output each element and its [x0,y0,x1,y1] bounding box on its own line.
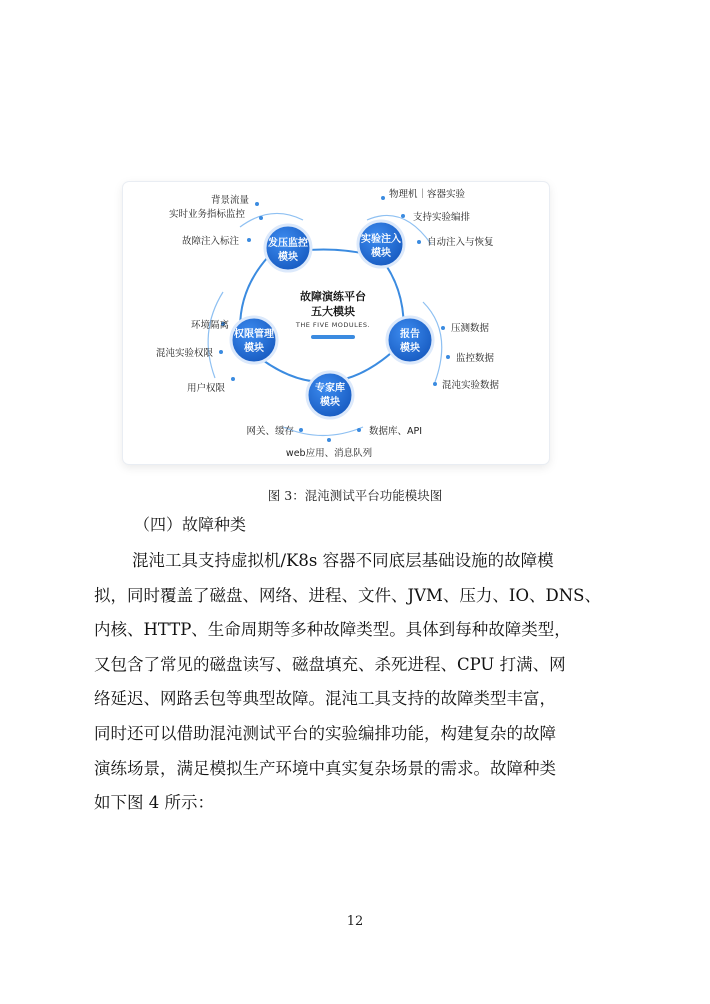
arc-expert [283,427,363,436]
dot [247,238,251,242]
label-report-0: 压测数据 [451,323,490,334]
label-inject-0: 物理机｜容器实验 [389,189,466,200]
label-auth-1: 混沌实验权限 [155,348,213,359]
module-inject-line2: 模块 [371,248,391,259]
module-auth-line1: 权限管理 [234,329,274,340]
dot [231,377,235,381]
label-expert-1: 数据库、API [369,426,423,437]
figure-caption: 图 3：混沌测试平台功能模块图 [267,488,443,503]
body-line: 内核、HTTP、生命周期等多种故障类型。具体到每种故障类型， [94,620,571,640]
body-line: 混沌工具支持虚拟机/K8s 容器不同底层基础设施的故障模 [132,551,554,570]
body-line: 同时还可以借助混沌测试平台的实验编排功能，构建复杂的故障 [94,723,556,743]
label-report-1: 监控数据 [456,353,495,364]
body-paragraph [94,544,626,821]
module-expert-line1: 专家库 [315,383,345,394]
dot [446,355,450,359]
label-auth-0: 环境隔离 [190,320,229,331]
dot [255,202,259,206]
module-expert-line2: 模块 [320,397,340,408]
center-accent-bar [311,335,355,339]
module-auth-line2: 模块 [244,343,264,354]
label-pressure-1: 实时业务指标监控 [168,209,245,220]
module-report [387,317,433,363]
module-diagram-svg [123,182,549,464]
label-report-2: 混沌实验数据 [442,380,500,391]
module-report-line1: 报告 [400,329,420,340]
label-expert-0: 网关、缓存 [246,426,294,437]
label-inject-1: 支持实验编排 [413,212,471,223]
module-pressure [265,225,311,271]
module-auth [231,317,277,363]
module-diagram [123,182,549,464]
label-expert-2: web应用、消息队列 [285,448,373,459]
dot [327,438,331,442]
center-title-2: 五大模块 [311,305,355,318]
module-report-line2: 模块 [400,343,420,354]
label-inject-2: 自动注入与恢复 [427,237,494,248]
body-line: 络延迟、网路丢包等典型故障。混沌工具支持的故障类型丰富， [94,689,556,709]
page-number: 12 [346,914,364,929]
dot [381,196,385,200]
label-auth-2: 用户权限 [186,383,225,394]
dot [433,382,437,386]
arc-auth [208,292,223,378]
module-inject-line1: 实验注入 [361,234,401,245]
module-pressure-line1: 发压监控 [268,238,308,249]
label-pressure-2: 故障注入标注 [181,236,239,247]
module-expert [307,372,353,418]
module-inject [358,221,404,267]
label-pressure-0: 背景流量 [210,195,249,206]
section-heading: （四）故障种类 [134,515,247,534]
body-line: 又包含了常见的磁盘读写、磁盘填充、杀死进程、CPU 打满、网 [94,654,566,674]
dot [219,350,223,354]
dot [259,216,263,220]
dot [417,240,421,244]
dot [299,428,303,432]
body-line: 如下图 4 所示： [94,793,214,813]
dot [441,326,445,330]
dot [401,214,405,218]
center-subtitle: THE FIVE MODULES. [295,321,371,329]
module-pressure-line2: 模块 [278,252,298,263]
body-line: 演练场景，满足模拟生产环境中真实复杂场景的需求。故障种类 [94,758,556,778]
dot [357,428,361,432]
center-title-1: 故障演练平台 [300,290,366,303]
body-line: 拟，同时覆盖了磁盘、网络、进程、文件、JVM、压力、IO、DNS、 [94,585,601,605]
